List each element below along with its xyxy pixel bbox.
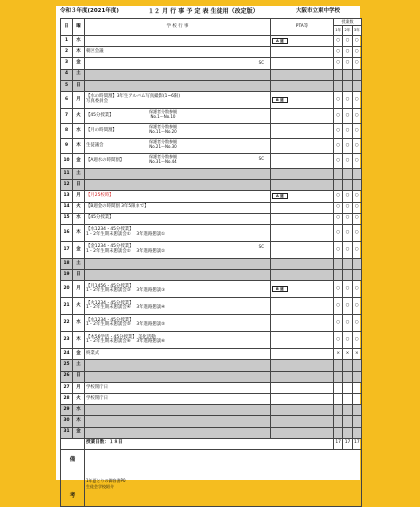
day-row	[61, 202, 362, 213]
grade-2-mark: ○	[343, 202, 352, 213]
grade-3-mark: ○	[352, 108, 361, 123]
day-number: 15	[61, 213, 73, 224]
grade-2-mark	[343, 270, 352, 281]
weekday: 水	[73, 123, 85, 138]
weekday: 木	[73, 224, 85, 241]
grade-2-mark	[343, 168, 352, 179]
day-row	[61, 168, 362, 179]
pta-cell	[271, 298, 334, 315]
event-text: 【A週水の時間割】	[86, 157, 125, 163]
day-row	[61, 427, 362, 438]
grade-1-mark: ○	[334, 123, 343, 138]
grade-2-mark: ○	[343, 47, 352, 58]
event-cell	[85, 270, 271, 281]
event-cell	[85, 191, 271, 202]
summary-spacer	[61, 438, 85, 449]
grade-3-mark: ○	[352, 224, 361, 241]
pta-cell	[271, 270, 334, 281]
grade-2-mark	[343, 416, 352, 427]
weekday: 金	[73, 241, 85, 258]
day-row	[61, 315, 362, 332]
day-number: 30	[61, 416, 73, 427]
event-cell	[85, 108, 271, 123]
day-row	[61, 108, 362, 123]
weekday: 木	[73, 416, 85, 427]
grade-1-mark: ○	[334, 224, 343, 241]
grade-3-mark: ○	[352, 332, 361, 349]
day-number: 28	[61, 394, 73, 405]
day-number: 11	[61, 168, 73, 179]
grade-1-mark: ○	[334, 153, 343, 168]
event-text: 学校閉庁日	[86, 395, 108, 401]
grade-3-mark: ○	[352, 36, 361, 47]
parent-visit-note: 保護者分散参観 No.31～No.44	[149, 153, 177, 164]
grade-3-label: 3年	[353, 28, 360, 32]
grade-3-mark	[352, 394, 361, 405]
grade-2-mark	[343, 427, 352, 438]
sc-mark: SC	[258, 155, 264, 161]
col-weekday: 曜	[73, 19, 85, 36]
event-cell	[85, 332, 271, 349]
pta-cell	[271, 191, 334, 202]
lessons-label: 授業数	[334, 19, 361, 26]
event-cell	[85, 80, 271, 91]
total-grade-2: 17	[343, 438, 352, 449]
day-row	[61, 91, 362, 108]
grade-1-mark	[334, 360, 343, 371]
pta-cell	[271, 153, 334, 168]
grade-3-mark: ×	[352, 349, 361, 360]
day-number: 27	[61, 382, 73, 393]
weekday: 金	[73, 349, 85, 360]
day-row	[61, 241, 362, 258]
event-cell	[85, 241, 271, 258]
day-number: 9	[61, 138, 73, 153]
day-number: 29	[61, 405, 73, 416]
day-number: 6	[61, 91, 73, 108]
grade-2-mark	[343, 371, 352, 382]
grade-2-mark: ○	[343, 281, 352, 298]
day-number: 7	[61, 108, 73, 123]
pta-cell	[271, 371, 334, 382]
event-cell	[85, 180, 271, 191]
pta-cell	[271, 123, 334, 138]
grade-3-mark	[352, 69, 361, 80]
day-row	[61, 298, 362, 315]
event-cell	[85, 298, 271, 315]
event-text: 【火1234・45分授業】 1・2年生期末懇談会④ 3年進路懇談④	[86, 300, 166, 311]
event-text: 【水1234・45分授業】 1・2年生期末懇談会⑤ 3年進路懇談⑤	[86, 317, 166, 328]
parent-visit-note: 保護者分散参観 No.11～No.20	[149, 123, 177, 134]
grade-2-mark	[343, 360, 352, 371]
day-number: 5	[61, 80, 73, 91]
grade-2-mark: ○	[343, 153, 352, 168]
grade-3-mark	[352, 180, 361, 191]
grade-2-mark: ○	[343, 315, 352, 332]
day-row	[61, 153, 362, 168]
day-number: 23	[61, 332, 73, 349]
day-row	[61, 123, 362, 138]
day-number: 1	[61, 36, 73, 47]
grade-3-mark: ○	[352, 315, 361, 332]
weekday: 木	[73, 332, 85, 349]
grade-1-mark	[334, 80, 343, 91]
notes-text	[85, 449, 362, 506]
grade-1-mark: ○	[334, 298, 343, 315]
grade-2-mark: ○	[343, 332, 352, 349]
event-cell	[85, 315, 271, 332]
grade-3-mark: ○	[352, 123, 361, 138]
total-grade-3: 17	[352, 438, 361, 449]
event-text: 朝区会議	[86, 48, 104, 54]
grade-2-mark: ○	[343, 191, 352, 202]
grade-1-mark: ○	[334, 332, 343, 349]
event-cell	[85, 258, 271, 269]
pta-cell	[271, 258, 334, 269]
event-cell	[85, 360, 271, 371]
event-text: 【金1234・45分授業】 1・2年生期末懇談会② 3年進路懇談②	[86, 244, 166, 254]
weekday: 月	[73, 191, 85, 202]
weekday: 土	[73, 258, 85, 269]
day-number: 24	[61, 349, 73, 360]
sc-mark: SC	[258, 60, 264, 66]
col-events: 学 校 行 事	[85, 19, 271, 36]
day-number: 13	[61, 191, 73, 202]
grade-3-mark: ○	[352, 191, 361, 202]
grade-1-mark: ○	[334, 191, 343, 202]
event-text: 生徒議会	[86, 142, 104, 148]
day-number: 12	[61, 180, 73, 191]
weekday: 火	[73, 394, 85, 405]
grade-1-mark: ○	[334, 47, 343, 58]
event-text: 【水1234・45分授業】 1・2年生期末懇談会① 3年進路懇談①	[86, 227, 166, 237]
day-row	[61, 332, 362, 349]
col-day: 日	[61, 19, 73, 36]
event-cell	[85, 394, 271, 405]
notes-body: 1年夏とりの御容書P0 生徒会学校紹介	[86, 477, 126, 489]
grade-1-mark	[334, 168, 343, 179]
day-row	[61, 138, 362, 153]
grade-2-mark	[343, 382, 352, 393]
weekday: 金	[73, 58, 85, 69]
grade-2-mark	[343, 405, 352, 416]
grade-3-mark	[352, 80, 361, 91]
event-text: 【45分授業】	[86, 215, 114, 221]
col-lessons	[334, 19, 362, 36]
weekday: 日	[73, 371, 85, 382]
grade-1-mark	[334, 69, 343, 80]
grade-1-mark: ○	[334, 202, 343, 213]
pta-cell	[271, 91, 334, 108]
grade-2-mark	[343, 258, 352, 269]
grade-3-mark	[352, 258, 361, 269]
weekday: 金	[73, 427, 85, 438]
grade-3-mark	[352, 270, 361, 281]
grade-2-mark	[343, 80, 352, 91]
day-row	[61, 360, 362, 371]
grade-1-mark	[334, 382, 343, 393]
weekday: 日	[73, 270, 85, 281]
event-cell	[85, 47, 271, 58]
grade-2-mark: ○	[343, 58, 352, 69]
day-number: 21	[61, 298, 73, 315]
grade-2-mark	[343, 394, 352, 405]
day-number: 25	[61, 360, 73, 371]
event-text: 【45分授業】	[86, 112, 114, 118]
event-text: 【木56学活・45分授業】 美化活動 1・2年生期末懇談会⑥ 3年進路懇談⑥	[86, 334, 166, 345]
pta-cell	[271, 241, 334, 258]
col-pta: PTA等	[271, 19, 334, 36]
page-title: １２ 月 行 事 予 定 表 生徒用（改定版）	[148, 8, 259, 15]
pta-cell	[271, 349, 334, 360]
event-cell	[85, 213, 271, 224]
day-number: 8	[61, 123, 73, 138]
event-cell	[85, 91, 271, 108]
grade-1-mark: ×	[334, 349, 343, 360]
grade-1-mark: ○	[334, 36, 343, 47]
school-name: 大阪市立東中学校	[296, 8, 341, 14]
weekday: 土	[73, 168, 85, 179]
weekday: 火	[73, 108, 85, 123]
parent-visit-note: 保護者分散参観 No.21～No.30	[149, 138, 177, 149]
event-cell	[85, 382, 271, 393]
event-cell	[85, 416, 271, 427]
grade-1-mark: ○	[334, 315, 343, 332]
weekday: 土	[73, 69, 85, 80]
event-cell	[85, 168, 271, 179]
pta-cell	[271, 427, 334, 438]
day-row	[61, 80, 362, 91]
grade-1-mark: ○	[334, 213, 343, 224]
event-cell	[85, 427, 271, 438]
grade-3-mark	[352, 382, 361, 393]
day-number: 17	[61, 241, 73, 258]
grade-2-mark: ○	[343, 108, 352, 123]
lesson-days-total: 授業日数：１８日	[85, 438, 334, 449]
day-number: 19	[61, 270, 73, 281]
weekday: 水	[73, 315, 85, 332]
day-row	[61, 47, 362, 58]
day-row	[61, 349, 362, 360]
grade-3-mark: ○	[352, 298, 361, 315]
day-number: 31	[61, 427, 73, 438]
grade-3-mark: ○	[352, 241, 361, 258]
weekday: 日	[73, 180, 85, 191]
pta-cell	[271, 360, 334, 371]
grade-1-mark	[334, 416, 343, 427]
event-cell	[85, 123, 271, 138]
grade-1-mark: ○	[334, 281, 343, 298]
grade-3-mark	[352, 416, 361, 427]
event-cell	[85, 405, 271, 416]
weekday: 月	[73, 382, 85, 393]
event-cell	[85, 138, 271, 153]
day-number: 16	[61, 224, 73, 241]
grade-3-mark	[352, 360, 361, 371]
grade-2-mark	[343, 180, 352, 191]
event-cell	[85, 349, 271, 360]
grade-1-mark: ○	[334, 108, 343, 123]
day-row	[61, 224, 362, 241]
week-tag: B 週	[272, 286, 288, 292]
grade-3-mark: ○	[352, 281, 361, 298]
day-number: 26	[61, 371, 73, 382]
pta-cell	[271, 47, 334, 58]
day-number: 4	[61, 69, 73, 80]
week-tag: A 週	[272, 193, 288, 199]
day-row	[61, 270, 362, 281]
grade-3-mark: ○	[352, 58, 361, 69]
day-number: 22	[61, 315, 73, 332]
pta-cell	[271, 315, 334, 332]
fiscal-year: 令和３年度(2021年度)	[60, 8, 119, 14]
grade-2-mark	[343, 69, 352, 80]
schedule-table	[60, 18, 362, 507]
grade-3-mark: ○	[352, 47, 361, 58]
weekday: 水	[73, 213, 85, 224]
event-cell	[85, 69, 271, 80]
grade-1-mark	[334, 270, 343, 281]
grade-1-label: 1年	[334, 26, 343, 35]
pta-cell	[271, 332, 334, 349]
grade-3-mark: ○	[352, 153, 361, 168]
pta-cell	[271, 213, 334, 224]
week-tag: A 週	[272, 38, 288, 44]
week-tag: B 週	[272, 97, 288, 103]
day-row	[61, 416, 362, 427]
event-cell	[85, 36, 271, 47]
pta-cell	[271, 80, 334, 91]
day-row	[61, 36, 362, 47]
pta-cell	[271, 108, 334, 123]
weekday: 土	[73, 360, 85, 371]
pta-cell	[271, 36, 334, 47]
weekday: 水	[73, 36, 85, 47]
event-cell	[85, 202, 271, 213]
pta-cell	[271, 405, 334, 416]
grade-2-mark: ○	[343, 298, 352, 315]
event-text: 【月1456・45分授業】 1・2年生期末懇談会③ 3年進路懇談③	[86, 283, 166, 294]
day-number: 18	[61, 258, 73, 269]
pta-cell	[271, 69, 334, 80]
event-text: 【月の時間割】	[86, 127, 117, 133]
grade-1-mark	[334, 427, 343, 438]
event-text: 学校閉庁日	[86, 384, 108, 390]
pta-cell	[271, 202, 334, 213]
day-row	[61, 258, 362, 269]
grade-2-mark: ○	[343, 241, 352, 258]
day-number: 20	[61, 281, 73, 298]
pta-cell	[271, 224, 334, 241]
weekday: 日	[73, 80, 85, 91]
pta-cell	[271, 138, 334, 153]
weekday: 金	[73, 153, 85, 168]
event-cell	[85, 281, 271, 298]
grade-3-mark	[352, 405, 361, 416]
grade-2-label: 2年	[343, 26, 352, 35]
day-row	[61, 405, 362, 416]
day-number: 3	[61, 58, 73, 69]
grade-2-mark: ○	[343, 224, 352, 241]
day-number: 2	[61, 47, 73, 58]
grade-1-mark	[334, 258, 343, 269]
grade-3-mark	[352, 371, 361, 382]
grade-3-mark	[352, 168, 361, 179]
parent-visit-note: 保護者分散参観 No.1～No.10	[149, 108, 177, 119]
weekday: 火	[73, 298, 85, 315]
schedule-sheet	[56, 6, 360, 499]
event-cell	[85, 371, 271, 382]
pta-cell	[271, 281, 334, 298]
event-text: 【水の時間割】3年生アルバム写真撮影(1~6限) 写真委員会	[86, 94, 181, 104]
weekday: 木	[73, 47, 85, 58]
grade-1-mark: ○	[334, 58, 343, 69]
day-row	[61, 58, 362, 69]
grade-1-mark	[334, 394, 343, 405]
day-number: 14	[61, 202, 73, 213]
grade-3-mark: ○	[352, 138, 361, 153]
day-row	[61, 382, 362, 393]
day-row	[61, 394, 362, 405]
event-text: 【月25校時】	[86, 193, 114, 199]
grade-2-mark: ○	[343, 213, 352, 224]
grade-3-mark	[352, 427, 361, 438]
event-cell	[85, 58, 271, 69]
day-row	[61, 180, 362, 191]
weekday: 月	[73, 281, 85, 298]
weekday: 木	[73, 138, 85, 153]
grade-1-mark: ○	[334, 241, 343, 258]
pta-cell	[271, 180, 334, 191]
event-text: 終業式	[86, 351, 100, 357]
grade-1-mark: ○	[334, 91, 343, 108]
pta-cell	[271, 168, 334, 179]
event-cell	[85, 224, 271, 241]
weekday: 火	[73, 202, 85, 213]
day-number: 10	[61, 153, 73, 168]
grade-3-mark: ○	[352, 213, 361, 224]
grade-2-mark: ○	[343, 91, 352, 108]
grade-2-mark: ○	[343, 138, 352, 153]
weekday: 水	[73, 405, 85, 416]
pta-cell	[271, 58, 334, 69]
grade-2-mark: ×	[343, 349, 352, 360]
grade-1-mark	[334, 371, 343, 382]
grade-1-mark: ○	[334, 138, 343, 153]
grade-2-mark: ○	[343, 36, 352, 47]
day-row	[61, 281, 362, 298]
grade-1-mark	[334, 180, 343, 191]
pta-cell	[271, 416, 334, 427]
notes-label: 備 考	[61, 449, 85, 506]
pta-cell	[271, 394, 334, 405]
pta-cell	[271, 382, 334, 393]
grade-2-mark: ○	[343, 123, 352, 138]
grade-3-mark: ○	[352, 91, 361, 108]
grade-1-mark	[334, 405, 343, 416]
day-row	[61, 371, 362, 382]
weekday: 月	[73, 91, 85, 108]
day-row	[61, 213, 362, 224]
day-row	[61, 69, 362, 80]
sc-mark: SC	[258, 243, 264, 249]
event-text: 【B週金の時間割 3年5限まで】	[86, 204, 149, 210]
event-cell	[85, 153, 271, 168]
grade-3-mark: ○	[352, 202, 361, 213]
day-row	[61, 191, 362, 202]
total-grade-1: 17	[334, 438, 343, 449]
